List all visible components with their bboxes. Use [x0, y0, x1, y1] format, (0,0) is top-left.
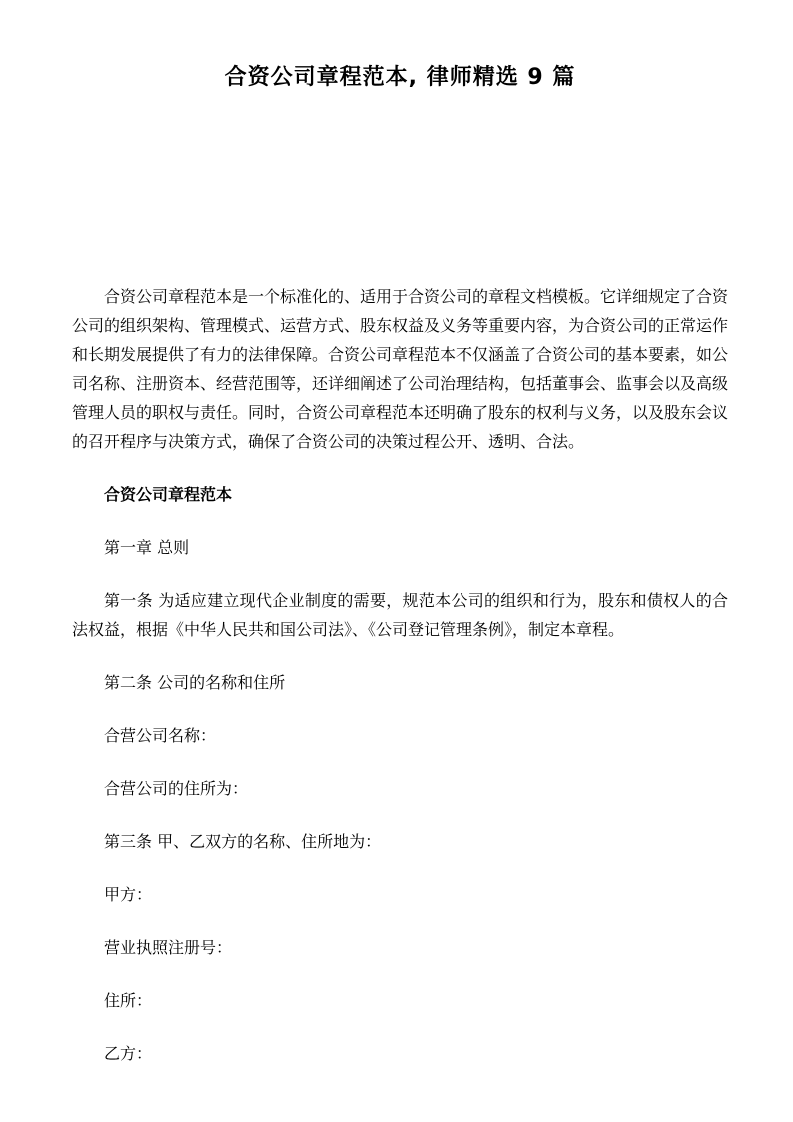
section-heading: 合资公司章程范本 [104, 485, 233, 504]
party-b-label: 乙方： [104, 1044, 153, 1063]
license-number-label: 营业执照注册号： [104, 938, 233, 957]
article-two-heading: 第二条 公司的名称和住所 [104, 673, 286, 692]
article-one-paragraph: 第一条 为适应建立现代企业制度的需要，规范本公司的组织和行为，股东和债权人的合法权益，根据《中华人民共和国公司法》、《公司登记管理条例》，制定本章程。 [72, 591, 728, 639]
company-address-label: 合营公司的住所为： [104, 779, 249, 798]
company-name-label: 合营公司名称： [104, 726, 217, 745]
address-label: 住所： [104, 991, 153, 1010]
party-a-label: 甲方： [104, 885, 153, 904]
intro-paragraph: 合资公司章程范本是一个标准化的、适用于合资公司的章程文档模板。它详细规定了合资公司的组织架构、管理模式、运营方式、股东权益及义务等重要内容，为合资公司的正常运作和长期发展提供了有力的法律保障。合资公司章程范本不仅涵盖了合资公司的基本要素，如公司名称、注册资本、经营范围等，还详细阐述了公司治理结构，包括董事会、监事会以及高级管理人员的职权与责任。同时，合资公司章程范本还明确了股东的权利与义务，以及股东会议的召开程序与决策方式，确保了合资公司的决策过程公开、透明、合法。 [72, 287, 729, 451]
chapter-one-heading: 第一章 总则 [104, 538, 190, 557]
page-title: 合资公司章程范本, 律师精选 9 篇 [224, 65, 576, 90]
article-three-heading: 第三条 甲、乙双方的名称、住所地为： [104, 832, 382, 851]
